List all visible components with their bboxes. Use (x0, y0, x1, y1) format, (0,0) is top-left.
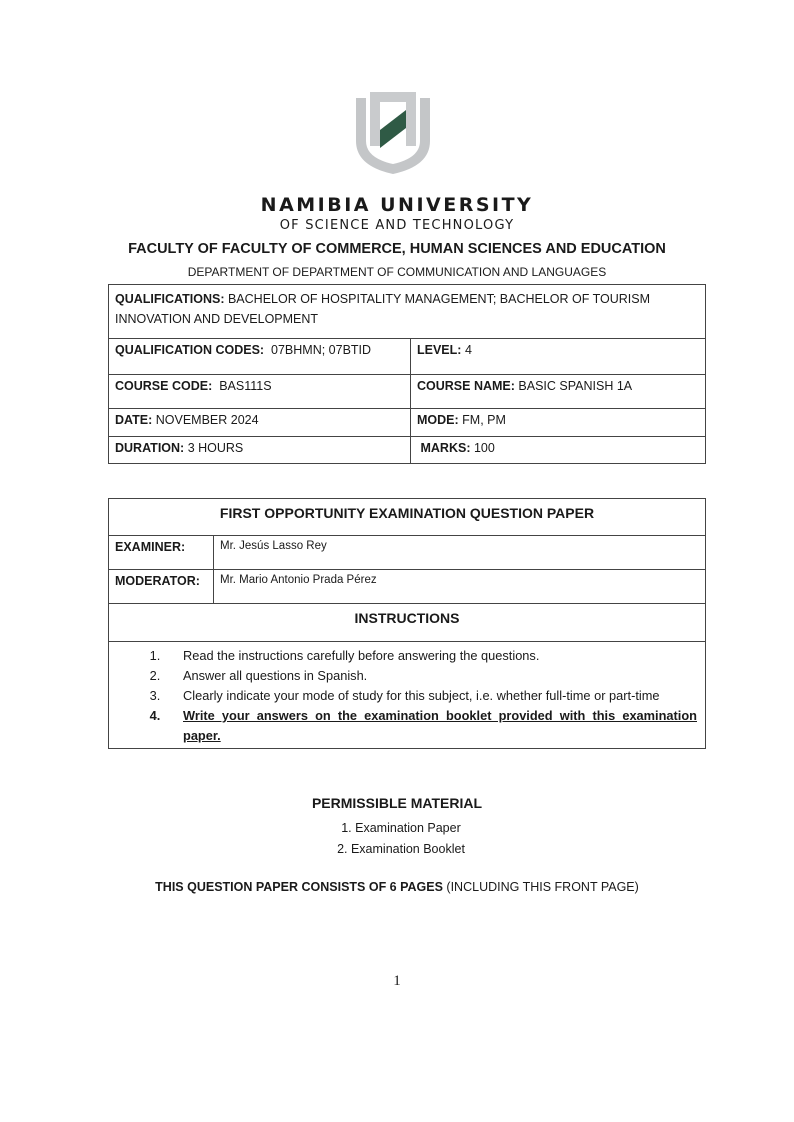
faculty-name: FACULTY OF FACULTY OF COMMERCE, HUMAN SCIENCES AND EDUCATION (128, 241, 666, 257)
examiner-value: Mr. Jesús Lasso Rey (214, 536, 706, 570)
instructions-title: INSTRUCTIONS (109, 604, 706, 642)
course-code-value: BAS111S (219, 379, 272, 393)
label: QUALIFICATIONS: (115, 292, 225, 306)
university-logo (350, 86, 436, 176)
label: DURATION: (115, 441, 185, 455)
exam-title: FIRST OPPORTUNITY EXAMINATION QUESTION PAPER (109, 499, 706, 536)
department-name: DEPARTMENT OF DEPARTMENT OF COMMUNICATION AND LANGUAGES (187, 265, 607, 279)
item-number: 1. (149, 648, 161, 663)
course-name-value: BASIC SPANISH 1A (518, 379, 633, 393)
level-cell (411, 339, 706, 375)
university-name: NAMIBIA UNIVERSITY (260, 194, 534, 216)
qualifications-value: BACHELOR OF HOSPITALITY MANAGEMENT; BACHELOR OF TOURISM INNOVATION AND DEVELOPMENT (115, 292, 651, 326)
label: MARKS: (420, 441, 471, 455)
duration-cell (109, 437, 411, 464)
marks-cell (411, 437, 706, 464)
instruction-item (109, 666, 705, 686)
pages-note-rest: (INCLUDING THIS FRONT PAGE) (442, 880, 639, 894)
label: COURSE CODE: (115, 379, 213, 393)
pages-note (0, 880, 794, 894)
course-name-cell (411, 375, 706, 409)
examiner-label: EXAMINER: (109, 536, 214, 570)
codes-value: 07BHMN; 07BTID (271, 343, 372, 357)
label: DATE: (115, 413, 153, 427)
label: COURSE NAME: (417, 379, 515, 393)
label: MODE: (417, 413, 459, 427)
page-number: 1 (393, 973, 401, 989)
university-subtitle: OF SCIENCE AND TECHNOLOGY (279, 218, 515, 233)
item-text: Clearly indicate your mode of study for this subject, i.e. whether full-time or part-time (183, 688, 660, 703)
instructions-list (109, 642, 705, 748)
instruction-item (109, 706, 705, 746)
mode-value: FM, PM (462, 413, 506, 427)
qualifications-cell (109, 285, 706, 339)
item-number: 2. (149, 668, 161, 683)
pages-note-bold: THIS QUESTION PAPER CONSISTS OF 6 PAGES (155, 880, 443, 894)
duration-value: 3 HOURS (187, 441, 244, 455)
material-title: PERMISSIBLE MATERIAL (311, 795, 483, 811)
exam-info-table (108, 498, 706, 749)
label: LEVEL: (417, 343, 462, 357)
label: QUALIFICATION CODES: (115, 343, 265, 357)
instruction-item (109, 686, 705, 706)
date-cell (109, 409, 411, 437)
material-item: 2. Examination Booklet (337, 842, 465, 856)
material-item: 1. Examination Paper (341, 821, 461, 835)
item-text: Write your answers on the examination booklet provided with this examination paper. (183, 708, 697, 743)
date-value: NOVEMBER 2024 (155, 413, 259, 427)
mode-cell (411, 409, 706, 437)
item-number: 3. (149, 688, 161, 703)
item-text: Answer all questions in Spanish. (183, 668, 368, 683)
exam-details-table (108, 284, 706, 464)
moderator-value: Mr. Mario Antonio Prada Pérez (214, 570, 706, 604)
level-value: 4 (464, 343, 472, 357)
instruction-item (109, 646, 705, 666)
course-code-cell (109, 375, 411, 409)
codes-cell (109, 339, 411, 375)
marks-value: 100 (473, 441, 495, 455)
moderator-label: MODERATOR: (109, 570, 214, 604)
item-number: 4. (149, 708, 161, 723)
item-text: Read the instructions carefully before answering the questions. (183, 648, 540, 663)
